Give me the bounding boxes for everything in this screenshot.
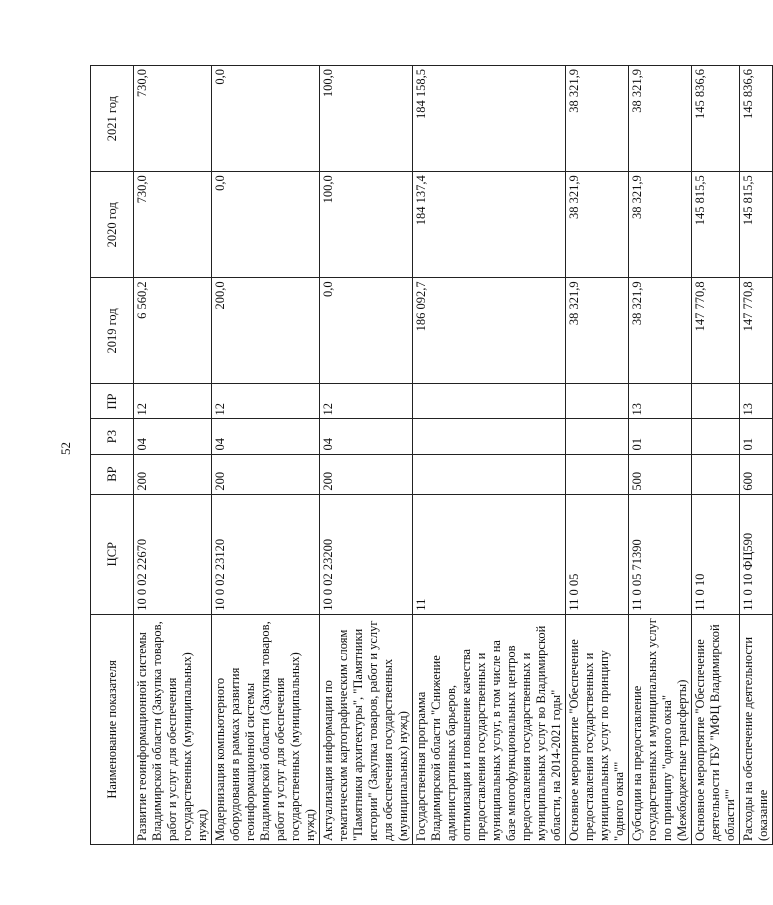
cell-2020: 38 321,9 xyxy=(566,172,629,278)
cell-csr: 11 xyxy=(413,494,566,614)
cell-2020: 38 321,9 xyxy=(629,172,692,278)
cell-2021: 38 321,9 xyxy=(629,66,692,172)
cell-2021: 38 321,9 xyxy=(566,66,629,172)
table-body xyxy=(134,66,773,845)
cell-name: Основное мероприятие "Обеспечение предоставления государственных и муниципальных услуг по принципу "одного окна"" xyxy=(566,614,629,844)
cell-name: Расходы на обеспечение деятельности (оказание xyxy=(740,614,773,844)
cell-name: Государственная программа Владимирской области "Снижение административных барьеров, оптимизация и повышение качества предоставления государственных и муниципальных услуг, в том числе на базе многофункциональных центров предоставления государственных и муниципальных услуг во Владимирской области, на 2014-2021 годы" xyxy=(413,614,566,844)
cell-vr: 500 xyxy=(629,454,692,494)
cell-vr: 600 xyxy=(740,454,773,494)
cell-2021: 184 158,5 xyxy=(413,66,566,172)
cell-vr: 200 xyxy=(212,454,320,494)
cell-rz: 04 xyxy=(320,419,413,454)
table-row xyxy=(692,66,740,845)
table-header-row xyxy=(91,66,134,845)
cell-csr: 10 0 02 23200 xyxy=(320,494,413,614)
cell-pr: 13 xyxy=(629,384,692,419)
rotated-table-container xyxy=(90,65,770,845)
cell-rz xyxy=(692,419,740,454)
cell-csr: 11 0 05 xyxy=(566,494,629,614)
table-row xyxy=(134,66,212,845)
cell-csr: 11 0 10 ФЦ590 xyxy=(740,494,773,614)
budget-table xyxy=(90,65,773,845)
header-pr: ПР xyxy=(91,384,134,419)
table-row xyxy=(320,66,413,845)
table-row xyxy=(566,66,629,845)
cell-2021: 100,0 xyxy=(320,66,413,172)
cell-2021: 145 836,6 xyxy=(740,66,773,172)
cell-rz xyxy=(566,419,629,454)
cell-vr: 200 xyxy=(320,454,413,494)
cell-2019: 0,0 xyxy=(320,278,413,384)
cell-2019: 38 321,9 xyxy=(566,278,629,384)
cell-pr: 13 xyxy=(740,384,773,419)
header-2021: 2021 год xyxy=(91,66,134,172)
cell-2019: 38 321,9 xyxy=(629,278,692,384)
cell-2020: 145 815,5 xyxy=(692,172,740,278)
table-row xyxy=(413,66,566,845)
table-row xyxy=(629,66,692,845)
cell-2020: 0,0 xyxy=(212,172,320,278)
cell-2021: 0,0 xyxy=(212,66,320,172)
cell-name: Субсидии на предоставление государственных и муниципальных услуг по принципу "одного окна" (Межбюджетные трансферты) xyxy=(629,614,692,844)
header-vr: ВР xyxy=(91,454,134,494)
cell-pr: 12 xyxy=(212,384,320,419)
cell-csr: 11 0 10 xyxy=(692,494,740,614)
cell-2019: 147 770,8 xyxy=(740,278,773,384)
cell-rz: 01 xyxy=(740,419,773,454)
cell-csr: 10 0 02 22670 xyxy=(134,494,212,614)
header-rz: РЗ xyxy=(91,419,134,454)
cell-vr xyxy=(692,454,740,494)
cell-pr xyxy=(692,384,740,419)
cell-2019: 6 560,2 xyxy=(134,278,212,384)
cell-pr xyxy=(413,384,566,419)
cell-rz xyxy=(413,419,566,454)
cell-2020: 100,0 xyxy=(320,172,413,278)
cell-vr xyxy=(413,454,566,494)
cell-csr: 11 0 05 71390 xyxy=(629,494,692,614)
cell-name: Развитие геоинформационной системы Владимирской области (Закупка товаров, работ и услуг для обеспечения государственных (муниципальных) нужд) xyxy=(134,614,212,844)
cell-2020: 730,0 xyxy=(134,172,212,278)
cell-2021: 145 836,6 xyxy=(692,66,740,172)
header-csr: ЦСР xyxy=(91,494,134,614)
cell-csr: 10 0 02 23120 xyxy=(212,494,320,614)
table-row xyxy=(740,66,773,845)
header-2019: 2019 год xyxy=(91,278,134,384)
cell-rz: 04 xyxy=(212,419,320,454)
page-number: 52 xyxy=(58,442,73,455)
header-name: Наименование показателя xyxy=(91,614,134,844)
cell-pr xyxy=(566,384,629,419)
cell-2020: 145 815,5 xyxy=(740,172,773,278)
table-row xyxy=(212,66,320,845)
cell-2019: 147 770,8 xyxy=(692,278,740,384)
cell-2019: 186 092,7 xyxy=(413,278,566,384)
cell-vr xyxy=(566,454,629,494)
cell-2020: 184 137,4 xyxy=(413,172,566,278)
cell-2021: 730,0 xyxy=(134,66,212,172)
cell-vr: 200 xyxy=(134,454,212,494)
cell-rz: 04 xyxy=(134,419,212,454)
cell-rz: 01 xyxy=(629,419,692,454)
cell-2019: 200,0 xyxy=(212,278,320,384)
cell-pr: 12 xyxy=(320,384,413,419)
header-2020: 2020 год xyxy=(91,172,134,278)
cell-name: Актуализация информации по тематическим картографическим слоям "Памятники архитектуры", "Памятники истории" (Закупка товаров, работ и услуг для обеспечения государственных (муниципальных) нужд) xyxy=(320,614,413,844)
cell-pr: 12 xyxy=(134,384,212,419)
cell-name: Основное мероприятие "Обеспечение деятельности ГБУ "МФЦ Владимирской области"" xyxy=(692,614,740,844)
cell-name: Модернизация компьютерного оборудования в рамках развития геоинформационной системы Владимирской области (Закупка товаров, работ и услуг для обеспечения государственных (муниципальных) нужд) xyxy=(212,614,320,844)
